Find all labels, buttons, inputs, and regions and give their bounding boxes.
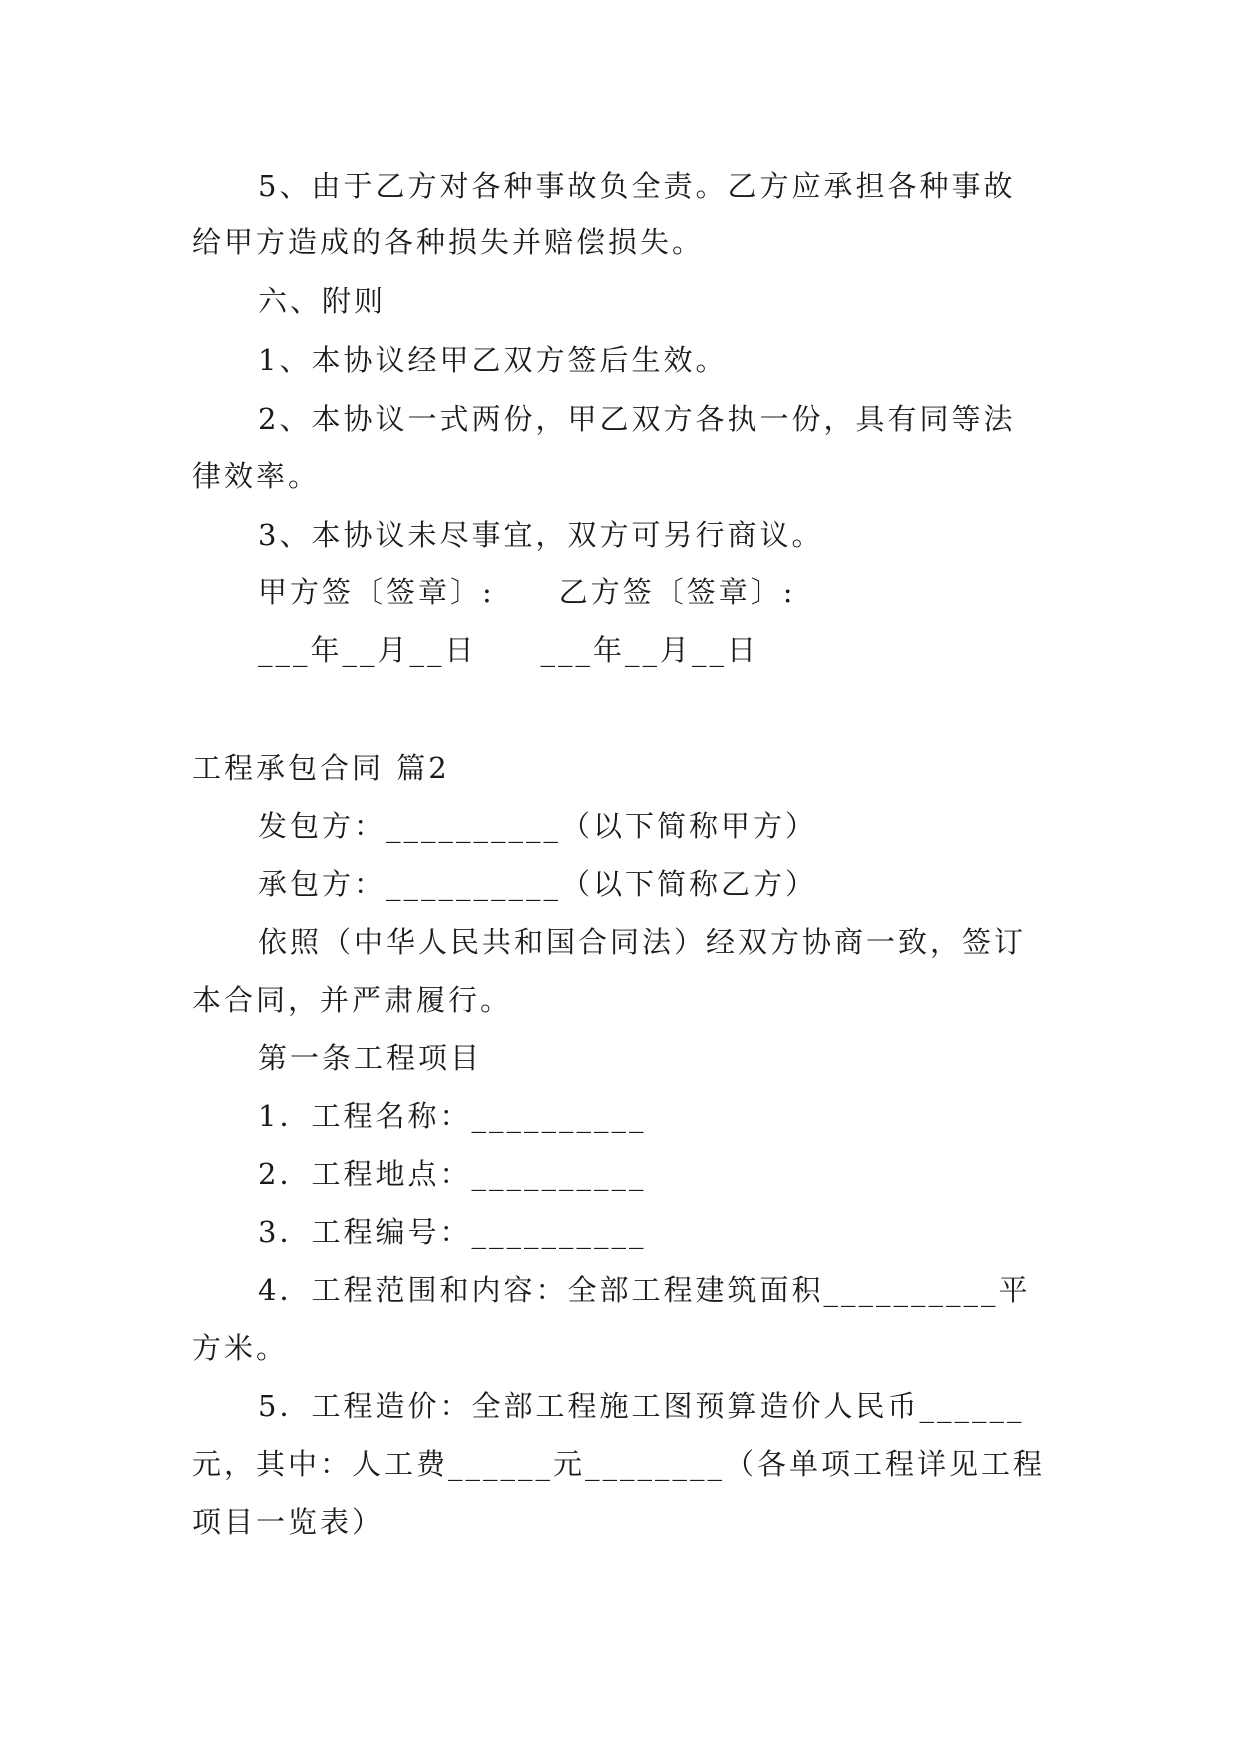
party-line: 承包方：__________（以下简称乙方）: [258, 867, 818, 901]
section-heading: 六、附则: [258, 284, 387, 318]
paragraph-line: 给甲方造成的各种损失并赔偿损失。: [192, 225, 705, 259]
paragraph-line: 方米。: [192, 1331, 289, 1365]
item-line: 1．工程名称：__________: [258, 1099, 647, 1133]
section-title: 工程承包合同 篇2: [192, 751, 450, 785]
paragraph-line: 律效率。: [192, 459, 321, 493]
paragraph-line: 本合同，并严肃履行。: [192, 983, 513, 1017]
paragraph-line: 元，其中：人工费______元________（各单项工程详见工程: [192, 1447, 1046, 1481]
date-line: ___年__月__日 ___年__月__日: [258, 633, 760, 667]
paragraph-line: 项目一览表）: [192, 1505, 385, 1539]
paragraph-line: 5、由于乙方对各种事故负全责。乙方应承担各种事故: [258, 169, 1016, 203]
paragraph-line: 1、本协议经甲乙双方签后生效。: [258, 343, 728, 377]
item-line: 4．工程范围和内容：全部工程建筑面积__________平: [258, 1273, 1031, 1307]
item-line: 2．工程地点：__________: [258, 1157, 647, 1191]
signature-line: 甲方签〔签章〕: 乙方签〔签章〕:: [258, 575, 796, 609]
paragraph-line: 依照（中华人民共和国合同法）经双方协商一致，签订: [258, 925, 1027, 959]
party-line: 发包方：__________（以下简称甲方）: [258, 809, 818, 843]
paragraph-line: 3、本协议未尽事宜，双方可另行商议。: [258, 518, 824, 552]
article-heading: 第一条工程项目: [258, 1041, 483, 1075]
item-line: 5．工程造价：全部工程施工图预算造价人民币______: [258, 1389, 1025, 1423]
paragraph-line: 2、本协议一式两份，甲乙双方各执一份，具有同等法: [258, 402, 1016, 436]
item-line: 3．工程编号：__________: [258, 1215, 647, 1249]
